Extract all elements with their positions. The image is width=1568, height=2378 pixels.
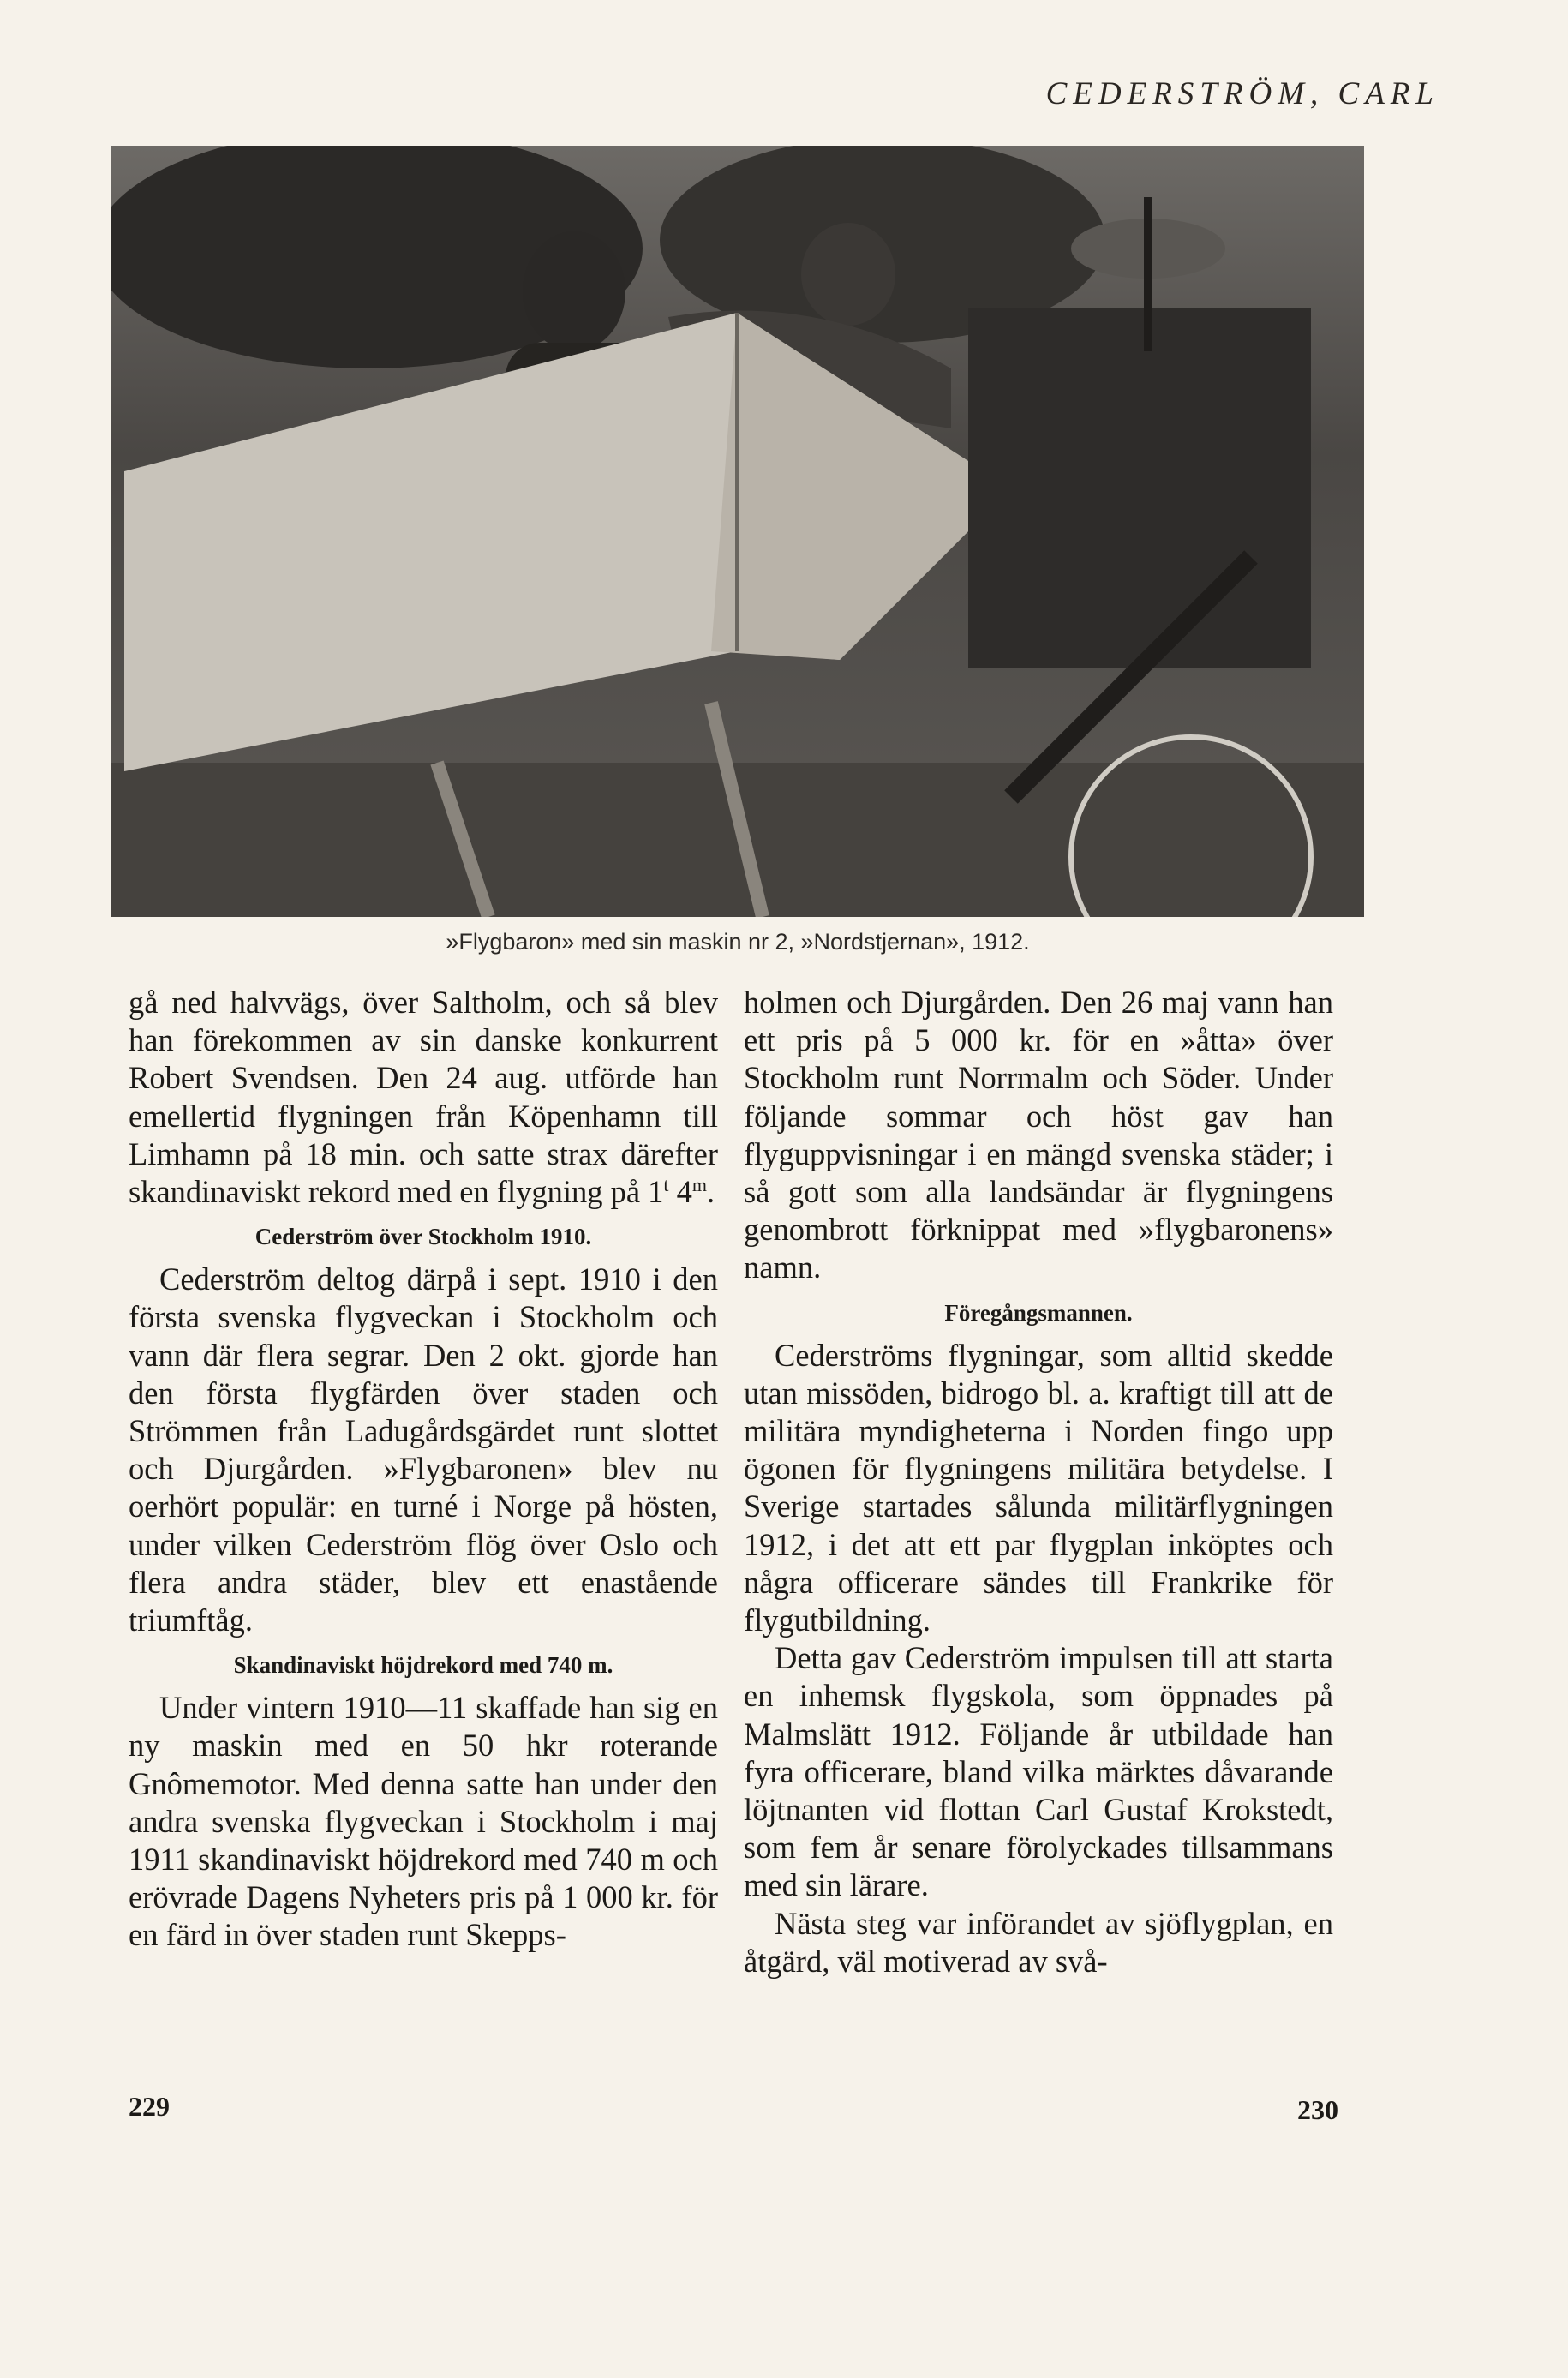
section-heading: Cederström över Stockholm 1910. bbox=[254, 1224, 592, 1250]
paragraph: Cederström deltog därpå i sept. 1910 i den första svenska flygveckan i Stockholm och vann där flera segrar. Den 2 okt. gjorde han den första flygfärden över staden och Strömmen från Ladugårdsgärdet runt slottet och Djurgården. »Flygbaronen» blev nu oerhört populär: en turné i Norge på hösten, under vilken Cederström flög över Oslo och flera andra städer, blev ett enastående triumftåg. bbox=[129, 1261, 718, 1638]
page-number-right: 230 bbox=[1297, 2094, 1338, 2125]
photo-caption: »Flygbaron» med sin maskin nr 2, »Nordstjernan», 1912. bbox=[446, 929, 1030, 955]
section-heading: Föregångsmannen. bbox=[944, 1299, 1133, 1326]
running-head: CEDERSTRÖM, CARL bbox=[1045, 76, 1439, 111]
paragraph: Nästa steg var införandet av sjöflygplan, en åtgärd, väl motiverad av svå- bbox=[744, 1905, 1333, 1979]
paragraph: gå ned halvvägs, över Saltholm, och så blev han förekommen av sin danske konkurrent Robert Svendsen. Den 24 aug. utförde han emellertid flygningen från Köpenhamn till Limhamn på 18 min. och satte strax därefter skandinaviskt rekord med en flygning på 1$^t$ 4$^m$. bbox=[129, 985, 718, 1210]
paragraph: Detta gav Cederström impulsen till att starta en inhemsk flygskola, som öppnades på Malmslätt 1912. Följande år utbildade han fyra officerare, bland vilka märktes dåvarande löjtnanten vid flottan Carl Gustaf Krokstedt, som fem år senare förolyckades tillsammans med sin lärare. bbox=[744, 1640, 1333, 1903]
paragraph: Cederströms flygningar, som alltid skedde utan missöden, bidrogo bl. a. kraftigt till att de militära myndigheterna i Norden fingo upp ögonen för flygningens militära betydelse. I Sverige startades sålunda militärflygningen 1912, i det att ett par flygplan inköptes och några officerare sändes till Frankrike för flygutbildning. bbox=[744, 1337, 1333, 1638]
paragraph: Under vintern 1910—11 skaffade han sig en ny maskin med en 50 hkr roterande Gnômemotor. Med denna satte han under den andra svenska flygveckan i Stockholm i maj 1911 skandinaviskt höjdrekord med 740 m och erövrade Dagens Nyheters pris på 1 000 kr. för en färd in över staden runt Skepps- bbox=[129, 1690, 718, 1953]
paragraph: holmen och Djurgården. Den 26 maj vann han ett pris på 5 000 kr. för en »åtta» över Stockholm runt Norrmalm och Söder. Under följande sommar och höst gav han flyguppvisningar i en mängd svenska städer; i så gott som alla landsändar är flygningens genombrott förknippat med »flygbaronens» namn. bbox=[744, 985, 1333, 1285]
photo-airplane-icon bbox=[111, 146, 1364, 917]
left-column bbox=[129, 984, 718, 1955]
page-number-left: 229 bbox=[129, 2091, 170, 2122]
section-heading: Skandinaviskt höjdrekord med 740 m. bbox=[233, 1652, 613, 1679]
right-column bbox=[744, 984, 1333, 1980]
